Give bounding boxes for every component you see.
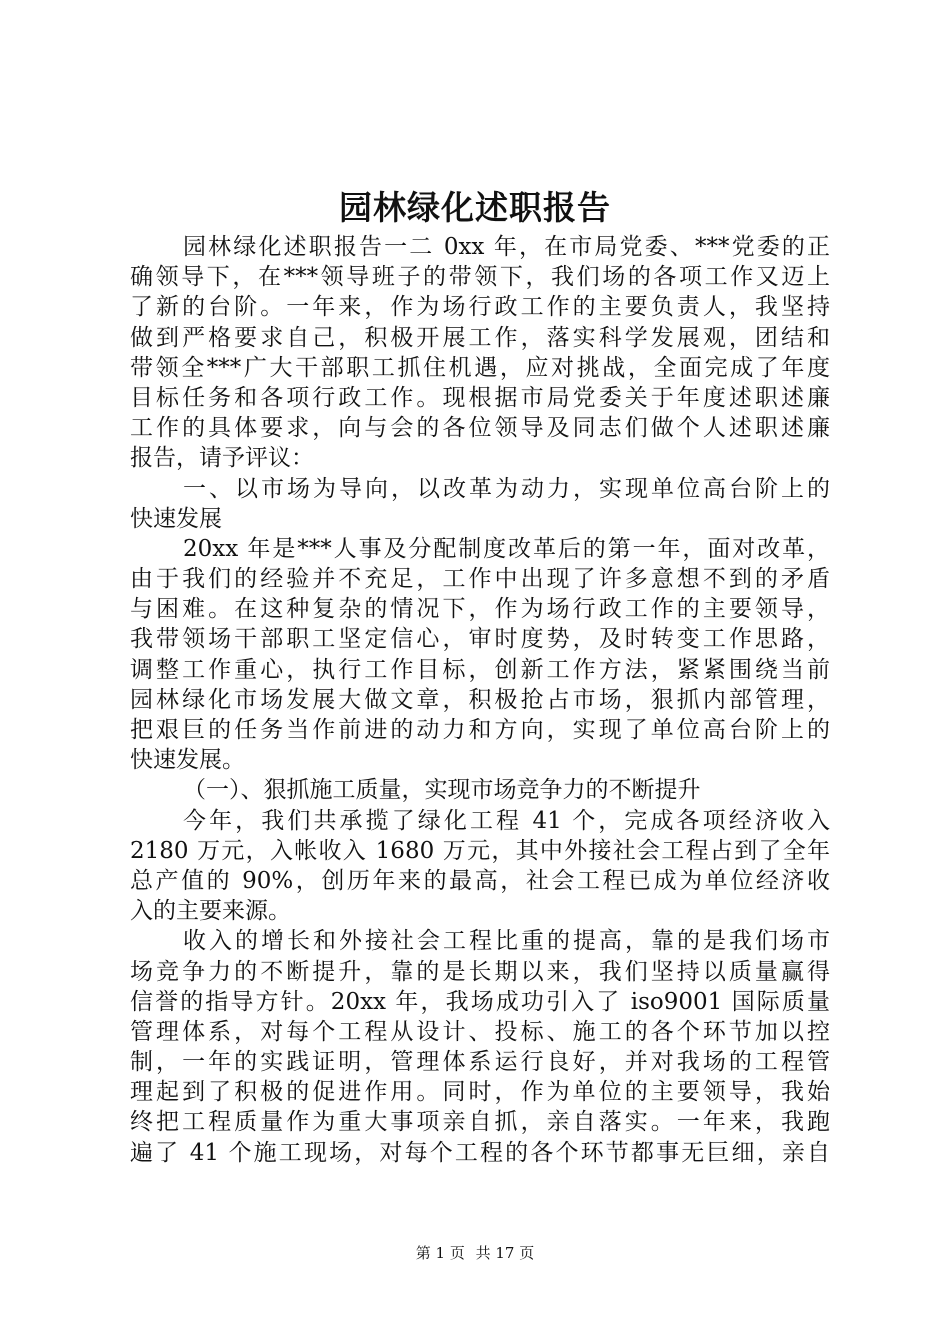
body-line: 园林绿化述职报告一二 0xx 年，在市局党委、***党委的正 [183,234,830,260]
body-line: 信誉的指导方针。20xx 年，我场成功引入了 iso9001 国际质量 [130,988,830,1015]
page-number: 第 1 页 [415,1244,465,1262]
body-line: 今年，我们共承揽了绿化工程 41 个，完成各项经济收入 [183,807,830,834]
body-line: 调整工作重心，执行工作目标，创新工作方法，紧紧围绕当前 [130,656,830,683]
body-line: 收入的增长和外接社会工程比重的提高，靠的是我们场市 [183,928,830,955]
body-line: 与困难。在这种复杂的情况下，作为场行政工作的主要领导， [130,596,830,623]
body-line: 工作的具体要求，向与会的各位领导及同志们做个人述职述廉 [130,415,830,442]
body-line: 一、以市场为导向，以改革为动力，实现单位高台阶上的 [183,475,830,502]
page-footer [0,1243,950,1263]
body-line: 遍了 41 个施工现场，对每个工程的各个环节都事无巨细，亲自 [130,1139,830,1166]
body-line: 了新的台阶。一年来，作为场行政工作的主要负责人，我坚持 [130,294,830,321]
body-line: 由于我们的经验并不充足，工作中出现了许多意想不到的矛盾 [130,566,830,593]
body-line: 把艰巨的任务当作前进的动力和方向，实现了单位高台阶上的 [130,717,830,743]
body-line: 快速发展。 [130,747,245,774]
body-line: 20xx 年是***人事及分配制度改革后的第一年，面对改革， [183,535,830,562]
body-line: 确领导下，在***领导班子的带领下，我们场的各项工作又迈上 [130,264,830,291]
body-line: 制，一年的实践证明，管理体系运行良好，并对我场的工程管 [130,1049,830,1076]
page-total: 共 17 页 [475,1244,535,1262]
document-title: 园林绿化述职报告 [339,188,611,227]
body-line: 做到严格要求自己，积极开展工作，落实科学发展观，团结和 [130,324,830,351]
body-line: 报告，请予评议： [130,445,314,472]
body-line: 场竞争力的不断提升，靠的是长期以来，我们坚持以质量赢得 [130,958,830,985]
body-line: 带领全***广大干部职工抓住机遇，应对挑战，全面完成了年度 [130,354,830,381]
body-line: 我带领场干部职工坚定信心，审时度势，及时转变工作思路， [130,626,830,653]
body-line: 理起到了积极的促进作用。同时，作为单位的主要领导，我始 [130,1079,830,1106]
body-line: （一）、狠抓施工质量，实现市场竞争力的不断提升 [183,777,701,804]
body-line: 目标任务和各项行政工作。现根据市局党委关于年度述职述廉 [130,384,830,411]
document-body [130,232,830,1168]
body-line: 2180 万元，入帐收入 1680 万元，其中外接社会工程占到了全年 [130,837,830,864]
body-line: 入的主要来源。 [130,898,291,925]
body-line: 管理体系，对每个工程从设计、投标、施工的各个环节加以控 [130,1018,830,1045]
body-line: 总产值的 90%，创历年来的最高，社会工程已成为单位经济收 [130,867,830,894]
body-line: 终把工程质量作为重大事项亲自抓，亲自落实。一年来，我跑 [130,1109,830,1136]
body-line: 园林绿化市场发展大做文章，积极抢占市场，狠抓内部管理， [130,686,830,713]
body-line: 快速发展 [130,505,222,532]
